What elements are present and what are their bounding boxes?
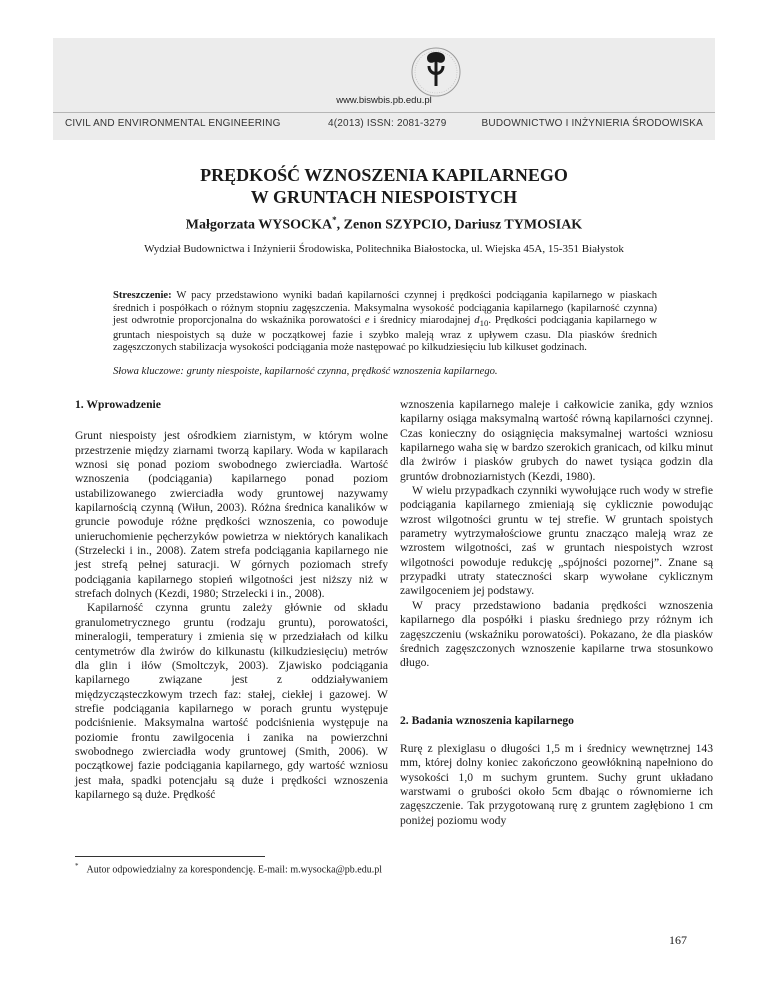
paragraph: W wielu przypadkach czynniki wywołujące ruch wody w strefie podciągania kapilarnego zmieniają się cyklicznie powodując wzrost wilgotności gruntu w tej strefie. W gruntach spoistych parametry wytrzymałościowe gruntu znacząco maleją wraz ze wzrostem wilgotności, zaś w gruntach niespoistych wzrost wilgotności powoduje redukcję „spójności pozornej”. Znane są przypadki utraty stateczności skarp wywołane cyklicznym zawilgoceniem jej podstawy. <box>400 484 713 598</box>
section-1-heading: 1. Wprowadzenie <box>75 398 161 411</box>
paragraph: Rurę z plexiglasu o długości 1,5 m i średnicy wewnętrznej 143 mm, której dolny koniec zakończono geowłókniną napełniono do wysokości 1,0 m suchym gruntem. Suchy grunt układano warstwami o grubości około 5cm dbając o równomierne ich zagęszczenie. Tak przygotowaną rurę z gruntem zagłębiono 1 cm poniżej poziomu wody <box>400 741 713 827</box>
abstract-text-1: W pacy przedstawiono wyniki badań kapilarności czynnej i prędkości podciągania kapilarnego w piaskach średnich i pospółkach o różnym stopniu zagęszczenia. Maksymalna wysokość podciągania kapilarnego (kapilarność czynna) jest odwrotnie proporcjonalna do wskaźnika porowatości <box>113 290 657 327</box>
journal-header-banner <box>53 38 715 140</box>
affiliation: Wydział Budownictwa i Inżynierii Środowiska, Politechnika Białostocka, ul. Wiejska 45A, 15-351 Białystok <box>144 243 624 255</box>
university-logo <box>410 46 462 98</box>
paragraph: Grunt niespoisty jest ośrodkiem ziarnistym, w którym wolne przestrzenie między ziarnami tworzą kapilary. Woda w kapilarach wznosi się ponad poziom swobodnego zwierciadła. Wartość wznoszenia (podciągania) kapilarnego ponad poziom ustabilizowanego zwierciadła wody gruntowej nazywamy kapilarnością czynną (Wiłun, 2003). Różna średnica kanalików w gruncie powoduje różne prędkości wznoszenia, co powoduje unieruchomienie pęcherzyków powietrza w niektórych kanalikach (Strzelecki i in., 2008). Zatem strefa podciągania kapilarnego nie jest strefą pełnej saturacji. W górnych poziomach strefy podciągania kapilarnego stopień wilgotności jest niższy niż w strefach dolnych (Kezdi, 1980; Strzelecki i in., 2008). <box>75 429 388 601</box>
title-line-1: PRĘDKOŚĆ WZNOSZENIA KAPILARNEGO <box>200 165 568 185</box>
body-column-left <box>75 398 388 802</box>
abstract-var-e: e <box>364 315 370 327</box>
paragraph: Kapilarność czynna gruntu zależy głównie od składu granulometrycznego gruntu (rodzaju gruntu), porowatości, mineralogii, temperatury i zmienia się w przedziałach od kilku centymetrów dla żwirów do kilkunastu (kilkudziesięciu) metrów dla glin i iłów (Smoltczyk, 2003). Zjawisko podciągania kapilarnego związane jest z oddziaływaniem międzycząsteczkowym trzech faz: stałej, ciekłej i gazowej. W strefie podciągania kapilarnego w porach gruntu występuje podciśnienie. Maksymalna wartość podciśnienia występuje na poziomie frontu zawilgocenia i zanika na powierzchni swobodnego zwierciadła wody gruntowej (Smith, 2006). W początkowej fazie podciągania kapilarnego, gdy wartość wzniosu jest mała, spadki potencjału są duże i prędkości wznoszenia kapilarnego są duże. Prędkość <box>75 601 388 801</box>
abstract-text-3: . Prędkości podciągania kapilarnego w gruntach niespoistych są duże w początkowej fazie i szybko maleją wraz z upływem czasu. Dla piasków średnich zagęszczonych stabilizacja wysokości podciągania może następować po kilkudziesięciu lub kilkuset godzinach. <box>113 315 657 354</box>
title-line-2: W GRUNTACH NIESPOISTYCH <box>250 187 518 207</box>
footnote <box>75 862 382 875</box>
keywords-label: Słowa kluczowe <box>113 366 181 377</box>
journal-name-en: CIVIL AND ENVIRONMENTAL ENGINEERING <box>65 118 281 129</box>
spacer <box>75 412 388 429</box>
authors-other: , Zenon SZYPCIO, Dariusz TYMOSIAK <box>336 217 583 233</box>
abstract-var-d-sub: 10 <box>479 318 489 329</box>
footnote-divider <box>75 856 265 857</box>
page-number: 167 <box>669 933 687 947</box>
abstract-text-2: i średnicy miarodajnej <box>369 315 475 327</box>
footnote-mark: * <box>75 862 79 870</box>
author-list <box>0 215 768 234</box>
keywords-text: : grunty niespoiste, kapilarność czynna, prędkość wznoszenia kapilarnego. <box>180 366 498 377</box>
journal-website-url[interactable]: www.biswbis.pb.edu.pl <box>336 95 432 106</box>
keywords <box>113 366 657 377</box>
abstract-label: Streszczenie: <box>113 290 172 301</box>
paragraph: W pracy przedstawiono badania prędkości wznoszenia kapilarnego dla pospółki i piasku średniego przy różnym ich zagęszczeniu (wskaźniku porowatości). Pokazano, że dla piasków średnich zagęszczonych wznoszenie kapilarne trwa stosunkowo długo. <box>400 598 713 670</box>
corresponding-mark: * <box>332 215 337 225</box>
footnote-text: Autor odpowiedzialny za korespondencję. E-mail: m.wysocka@pb.edu.pl <box>86 864 383 876</box>
issue-issn: 4(2013) ISSN: 2081-3279 <box>328 118 447 129</box>
abstract-var-d: d <box>474 315 480 327</box>
body-column-right <box>400 398 713 828</box>
banner-divider <box>53 112 715 113</box>
journal-name-pl: BUDOWNICTWO I INŻYNIERIA ŚRODOWISKA <box>481 118 703 129</box>
author-corresponding: Małgorzata WYSOCKA <box>185 217 333 233</box>
paragraph: wznoszenia kapilarnego maleje i całkowicie zanika, gdy wznios kapilarny osiąga maksymalną wartość równą kapilarności czynnej. Czas konieczny do osiągnięcia maksymalnej wartości wzniosu kapilarnego waha się w bardzo szerokich granicach, od kilku minut dla żwirów i piasków grubych do nawet tysiąca godzin dla gruntów drobnoziarnistych (Kezdi, 1980). <box>400 398 713 483</box>
article-title <box>0 164 768 208</box>
section-2-heading: 2. Badania wznoszenia kapilarnego <box>400 713 574 727</box>
abstract <box>113 290 657 355</box>
